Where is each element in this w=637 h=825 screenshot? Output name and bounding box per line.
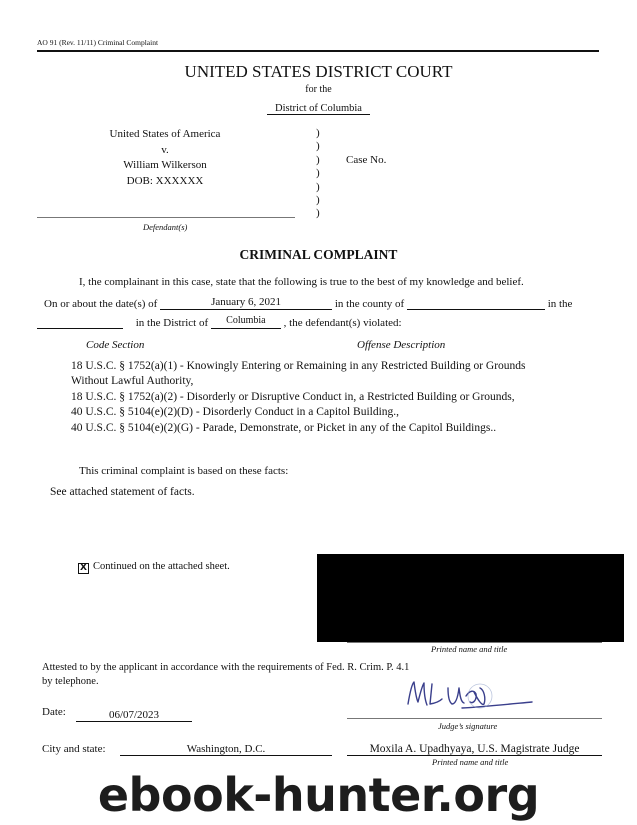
district-value: Columbia [211, 315, 281, 329]
judge-printed-name: Moxila A. Upadhyaya, U.S. Magistrate Judge [347, 743, 602, 756]
complainant-printed-label: Printed name and title [431, 644, 508, 654]
offense-description-header: Offense Description [357, 339, 446, 351]
case-caption [100, 127, 230, 189]
code-section-header: Code Section [86, 339, 145, 351]
offense-line: 18 U.S.C. § 1752(a)(1) - Knowingly Entering or Remaining in any Restricted Building or Grounds [71, 360, 526, 372]
defendant-label: Defendant(s) [143, 222, 188, 232]
city-state-label: City and state: [42, 743, 106, 755]
facts-text: See attached statement of facts. [50, 486, 195, 498]
judge-signature-rule [347, 718, 602, 719]
offense-list [71, 359, 571, 436]
continued-line [78, 561, 230, 573]
redaction-block [317, 554, 624, 642]
offense-line: 40 U.S.C. § 5104(e)(2)(G) - Parade, Demonstrate, or Picket in any of the Capitol Buildings.. [71, 421, 497, 434]
defendant-rule [37, 217, 295, 218]
offense-date: January 6, 2021 [160, 296, 332, 310]
document-heading: CRIMINAL COMPLAINT [239, 247, 398, 262]
offense-line: 18 U.S.C. § 1752(a)(2) - Disorderly or Disruptive Conduct in, a Restricted Building or Grounds, [71, 390, 515, 403]
date-county-line: On or about the date(s) of January 6, 2021 in the county of in the [44, 296, 573, 310]
date-value: 06/07/2023 [76, 709, 192, 722]
form-id: AO 91 (Rev. 11/11) Criminal Complaint [37, 38, 159, 47]
city-state-value: Washington, D.C. [120, 743, 332, 756]
judge-signature-label: Judge’s signature [438, 721, 498, 731]
continued-checkbox[interactable]: X [78, 563, 89, 574]
continued-label: Continued on the attached sheet. [93, 561, 230, 572]
versus-label: v. [161, 143, 169, 156]
offense-line: 40 U.S.C. § 5104(e)(2)(D) - Disorderly Conduct in a Capitol Building., [71, 406, 400, 419]
district-blank [37, 315, 123, 329]
district-name: District of Columbia [0, 103, 637, 114]
county-blank [407, 296, 545, 310]
for-the-label: for the [305, 84, 332, 95]
defendant-name: William Wilkerson [123, 159, 207, 171]
attestation: Attested to by the applicant in accordance with the requirements of Fed. R. Crim. P. 4.1 by telephone. [42, 662, 410, 687]
offense-line: Without Lawful Authority, [71, 375, 194, 388]
facts-intro: This criminal complaint is based on these facts: [79, 465, 289, 477]
statement-intro: I, the complainant in this case, state that the following is true to the best of my knowledge and belief. [79, 276, 524, 288]
watermark: ebook-hunter.org [97, 768, 540, 822]
caption-parentheses: ) ) ) ) ) ) ) [316, 127, 320, 220]
district-line: in the District of Columbia , the defendant(s) violated: [37, 315, 402, 329]
judge-signature [400, 674, 540, 718]
court-title: UNITED STATES DISTRICT COURT [184, 62, 453, 81]
defendant-dob: DOB: XXXXXX [126, 174, 204, 187]
plaintiff-name: United States of America [109, 128, 221, 140]
complainant-signature-rule [347, 642, 602, 643]
header-rule [37, 50, 599, 52]
judge-printed-label: Printed name and title [432, 757, 509, 767]
date-label: Date: [42, 706, 66, 718]
case-number-label: Case No. [346, 154, 387, 166]
